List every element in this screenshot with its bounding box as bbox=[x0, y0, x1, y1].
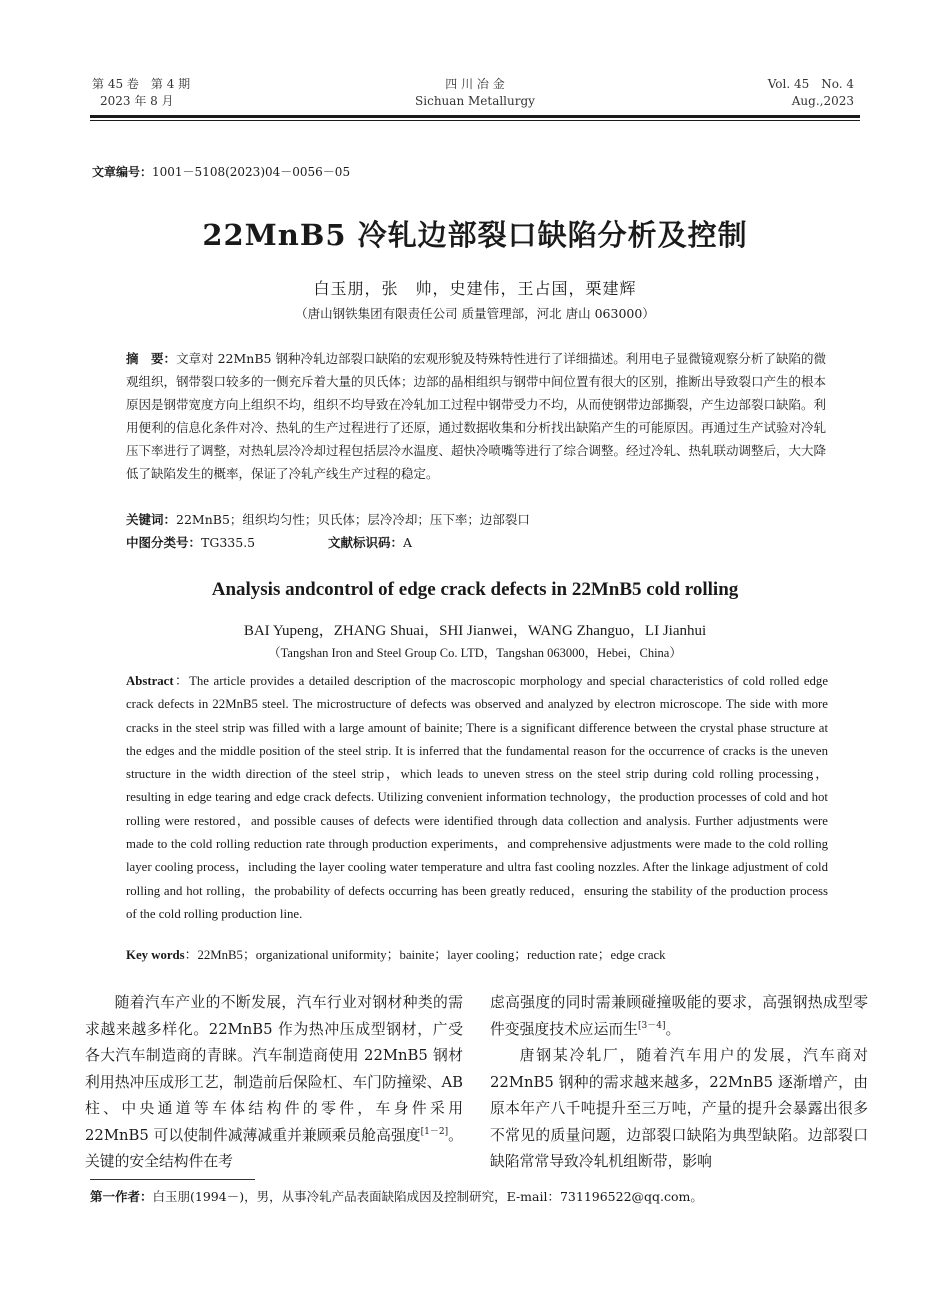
abstract-en bbox=[126, 670, 828, 926]
body-right-column bbox=[490, 990, 868, 1176]
doc-code-value: A bbox=[403, 535, 413, 550]
keywords-en-label: Key words bbox=[126, 948, 185, 962]
date-en: Aug.,2023 bbox=[791, 94, 854, 108]
doc-code bbox=[328, 533, 412, 553]
affiliation-cn: （唐山钢铁集团有限责任公司 质量管理部，河北 唐山 063000） bbox=[295, 306, 655, 321]
date-cn: 2023 年 8 月 bbox=[100, 94, 174, 108]
body-paragraph bbox=[85, 990, 463, 1176]
body-text: 虑高强度的同时需兼顾碰撞吸能的要求，高强钢热成型零件变强度技术应运而生 bbox=[490, 994, 868, 1038]
header-rule-thin bbox=[90, 120, 860, 121]
article-number-label: 文章编号： bbox=[92, 165, 153, 179]
keywords-cn bbox=[126, 510, 826, 530]
abstract-en-text: The article provides a detailed description of the macroscopic morphology and special characteristics of cold rolled edge crack defects in 22MnB5 steel. The microstructure of defects was observed and analyzed by electron microscope. The side with more cracks in the steel strip was filled with a large amount of bainite; There is a significant difference between the crystal phase structure at the edges and the middle position of the steel strip. It is inferred that the fundamental reason for the occurrence of cracks is the uneven structure in the width direction of the steel strip，which leads to uneven stress on the steel strip during cold rolling processing，resulting in edge tearing and edge crack defects. Utilizing convenient information technology，the production processes of cold and hot rolling were restored，and possible causes of defects were identified through data collection and analysis. Further adjustments were made to the cold rolling reduction rate through production experiments，and comprehensive adjustments were made to the cold rolling layer cooling process，including the layer cooling water temperature and ultra fast cooling nozzles. After the linkage adjustment of cold rolling and hot rolling，the probability of defects occurring has been greatly reduced，ensuring the stability of the production process of the cold rolling production line. bbox=[126, 674, 828, 921]
journal-name-en: Sichuan Metallurgy bbox=[415, 94, 535, 108]
body-text: 随着汽车产业的不断发展，汽车行业对钢材种类的需求越来越多样化。22MnB5 作为热冲压成型钢材，广受各大汽车制造商的青睐。汽车制造商使用 22MnB5 钢材利用热冲压成形工艺，制造前后保险杠、车门防撞梁、AB 柱、中央通道等车体结构件的零件，车身件采用 22MnB5 可以使制件减薄减重并兼顾乘员舱高强度 bbox=[85, 994, 463, 1144]
body-paragraph: 唐钢某冷轧厂，随着汽车用户的发展，汽车商对 22MnB5 钢种的需求越来越多，22MnB5 逐渐增产，由原本年产八千吨提升至三万吨，产量的提升会暴露出很多不常见的质量问题，边部裂口缺陷为典型缺陷。边部裂口缺陷常常导致冷轧机组断带，影响 bbox=[490, 1047, 868, 1170]
affiliation-en: （Tangshan Iron and Steel Group Co. LTD，Tangshan 063000，Hebei，China） bbox=[268, 646, 682, 660]
title-cn: 22MnB5 冷轧边部裂口缺陷分析及控制 bbox=[202, 218, 748, 252]
body-text: 。关键的安全结构件在考 bbox=[85, 1126, 463, 1170]
classification bbox=[126, 533, 826, 553]
volume-issue-cn: 第 45 卷 第 4 期 bbox=[92, 77, 191, 91]
citation: [1－2] bbox=[420, 1126, 449, 1137]
header-rule-thick bbox=[90, 115, 860, 118]
keywords-cn-text: 22MnB5；组织均匀性；贝氏体；层冷冷却；压下率；边部裂口 bbox=[176, 512, 530, 527]
body-text: 。 bbox=[665, 1020, 681, 1038]
header-volume-en bbox=[768, 76, 854, 110]
abstract-cn bbox=[126, 347, 826, 485]
volume-issue-en: Vol. 45 No. 4 bbox=[767, 77, 854, 91]
keywords-en-sep: ： bbox=[184, 948, 198, 962]
keywords-cn-label: 关键词： bbox=[126, 512, 177, 527]
footnote-rule bbox=[90, 1179, 255, 1180]
abstract-en-sep: ： bbox=[173, 674, 190, 688]
keywords-en bbox=[126, 945, 828, 965]
abstract-cn-label: 摘 要： bbox=[126, 351, 177, 366]
doc-code-label: 文献标识码： bbox=[328, 535, 404, 550]
article-number-value: 1001－5108(2023)04－0056－05 bbox=[152, 165, 351, 179]
authors-cn: 白玉朋，张 帅，史建伟，王占国，栗建辉 bbox=[313, 279, 637, 298]
journal-name-cn: 四 川 冶 金 bbox=[445, 77, 505, 91]
clc-label: 中图分类号： bbox=[126, 535, 202, 550]
footnote bbox=[90, 1187, 703, 1207]
keywords-en-text: 22MnB5；organizational uniformity；bainite；layer cooling；reduction rate；edge crack bbox=[197, 948, 666, 962]
abstract-en-label: Abstract bbox=[126, 674, 174, 688]
body-paragraph bbox=[490, 990, 868, 1043]
article-number bbox=[92, 163, 350, 181]
authors-en: BAI Yupeng，ZHANG Shuai，SHI Jianwei，WANG Zhanguo，LI Jianhui bbox=[243, 623, 707, 639]
clc-value: TG335.5 bbox=[201, 535, 256, 550]
citation: [3－4] bbox=[637, 1020, 666, 1031]
body-left-column bbox=[85, 990, 463, 1176]
footnote-text: 白玉朋(1994－)，男，从事冷轧产品表面缺陷成因及控制研究，E-mail：731196522@qq.com。 bbox=[152, 1189, 703, 1204]
abstract-cn-text: 文章对 22MnB5 钢种冷轧边部裂口缺陷的宏观形貌及特殊特性进行了详细描述。利用电子显微镜观察分析了缺陷的微观组织，钢带裂口较多的一侧充斥着大量的贝氏体；边部的晶相组织与钢带中间位置有很大的区别，推断出导致裂口产生的根本原因是钢带宽度方向上组织不均，组织不均导致在冷轧加工过程中钢带受力不均，从而使钢带边部撕裂，产生边部裂口缺陷。利用便利的信息化条件对冷、热轧的生产过程进行了还原，通过数据收集和分析找出缺陷产生的可能原因。再通过生产试验对冷轧压下率进行了调整，对热轧层冷冷却过程包括层冷水温度、超快冷喷嘴等进行了综合调整。经过冷轧、热轧联动调整后，大大降低了缺陷发生的概率，保证了冷轧产线生产过程的稳定。 bbox=[126, 351, 827, 481]
title-en: Analysis andcontrol of edge crack defects in 22MnB5 cold rolling bbox=[211, 579, 739, 600]
footnote-label: 第一作者： bbox=[90, 1189, 153, 1204]
